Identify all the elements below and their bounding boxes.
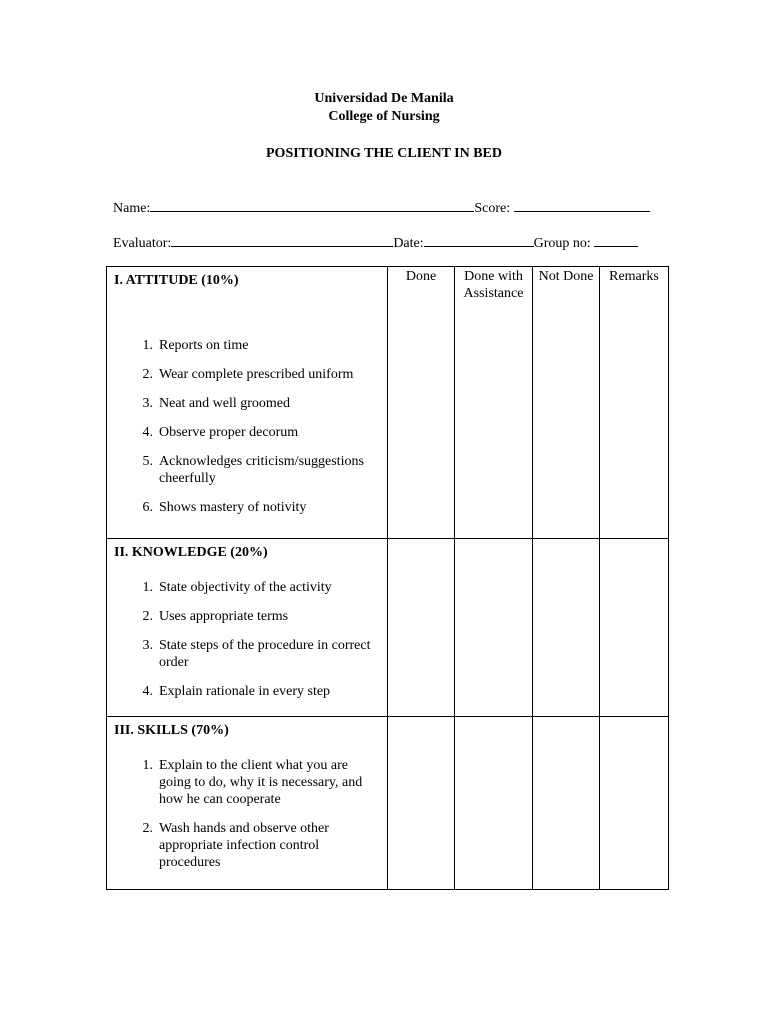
- checkbox-cell-done-with-assistance[interactable]: [455, 539, 533, 717]
- date-label: Date:: [393, 236, 424, 251]
- column-header-done: Done: [388, 267, 455, 539]
- section-title-attitude: I. ATTITUDE (10%): [114, 273, 239, 288]
- score-field[interactable]: [514, 198, 650, 212]
- list-item: 1. Reports on time: [142, 338, 249, 353]
- remarks-cell[interactable]: [600, 539, 669, 717]
- university-name: Universidad De Manila: [314, 91, 454, 106]
- section-cell-skills: [107, 717, 388, 890]
- list-item: 2. Wash hands and observe other appropriate infection control procedures: [142, 821, 329, 870]
- checkbox-cell-done[interactable]: [388, 717, 455, 890]
- list-item: 6. Shows mastery of notivity: [142, 500, 307, 515]
- checkbox-cell-done-with-assistance[interactable]: [455, 717, 533, 890]
- skills-list: [107, 757, 387, 871]
- list-item: 3. State steps of the procedure in correct order: [142, 638, 371, 670]
- list-item: 4. Explain rationale in every step: [142, 684, 331, 699]
- list-item: 3. Neat and well groomed: [142, 396, 291, 411]
- college-name: College of Nursing: [328, 109, 440, 124]
- section-cell-knowledge: [107, 539, 388, 717]
- list-item: 1. Explain to the client what you are going to do, why it is necessary, and how he can cooperate: [142, 758, 363, 807]
- group-field[interactable]: [594, 233, 638, 247]
- name-score-row: [113, 198, 650, 217]
- name-field[interactable]: [150, 198, 474, 212]
- column-header-remarks: Remarks: [600, 267, 669, 539]
- name-label: Name:: [113, 201, 151, 216]
- checkbox-cell-not-done[interactable]: [533, 717, 600, 890]
- section-title-skills: III. SKILLS (70%): [114, 723, 229, 738]
- checkbox-cell-done[interactable]: [388, 539, 455, 717]
- list-item: 2. Wear complete prescribed uniform: [142, 367, 354, 382]
- evaluation-table: [106, 266, 669, 890]
- checkbox-cell-not-done[interactable]: [533, 539, 600, 717]
- list-item: 5. Acknowledges criticism/suggestions cheerfully: [142, 454, 364, 486]
- column-header-not-done: Not Done: [533, 267, 600, 539]
- evaluator-label: Evaluator:: [113, 236, 172, 251]
- score-label: Score:: [474, 201, 511, 216]
- list-item: 1. State objectivity of the activity: [142, 580, 332, 595]
- date-field[interactable]: [424, 233, 534, 247]
- remarks-cell[interactable]: [600, 717, 669, 890]
- group-label: Group no:: [533, 236, 591, 251]
- evaluator-row: [113, 233, 638, 252]
- section-row-attitude: [107, 267, 669, 539]
- section-title-knowledge: II. KNOWLEDGE (20%): [114, 545, 268, 560]
- section-row-knowledge: [107, 539, 669, 717]
- evaluator-field[interactable]: [171, 233, 393, 247]
- section-cell-attitude: [107, 267, 388, 539]
- attitude-list: [107, 337, 387, 516]
- list-item: 4. Observe proper decorum: [142, 425, 299, 440]
- list-item: 2. Uses appropriate terms: [142, 609, 289, 624]
- form-title: POSITIONING THE CLIENT IN BED: [266, 146, 502, 161]
- knowledge-list: [107, 579, 387, 700]
- section-row-skills: [107, 717, 669, 890]
- column-header-done-with-assistance: Done with Assistance: [455, 267, 533, 539]
